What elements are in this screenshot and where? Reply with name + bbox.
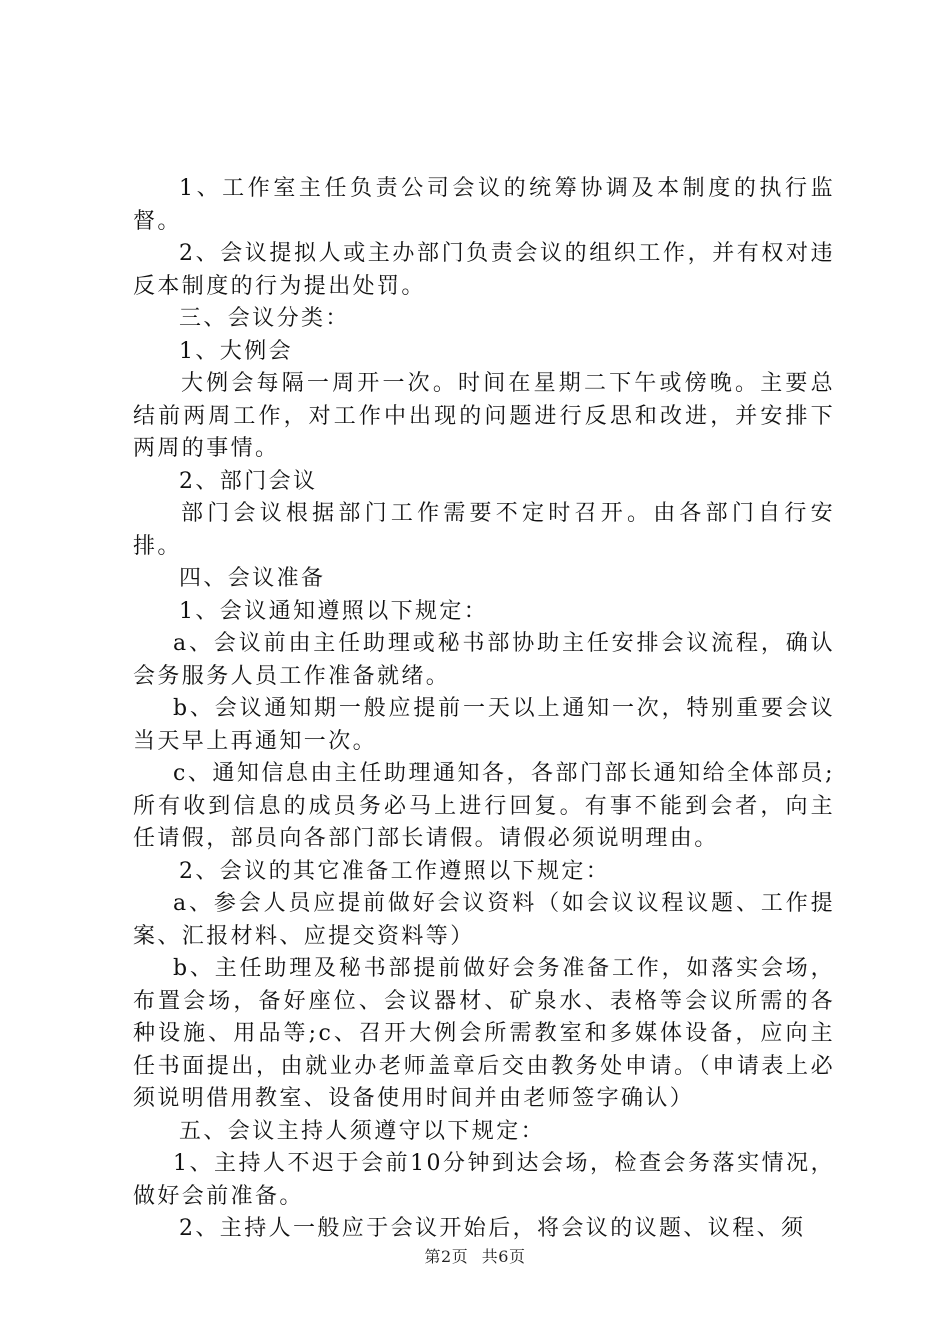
page-total: 共6页 bbox=[481, 1247, 526, 1266]
section-heading: 五、会议主持人须遵守以下规定： bbox=[179, 1118, 546, 1144]
paragraph: c、通知信息由主任助理通知各，各部门部长通知给全体部员;所有收到信息的成员务必马上进行回复。有事不能到会者，向主任请假，部员向各部门部长请假。请假必须说明理由。 bbox=[133, 761, 835, 851]
paragraph: a、会议前由主任助理或秘书部协助主任安排会议流程，确认会务服务人员工作准备就绪。 bbox=[133, 631, 835, 689]
paragraph: 2、主持人一般应于会议开始后，将会议的议题、议程、须 bbox=[179, 1216, 806, 1241]
paragraph: 2、会议提拟人或主办部门负责会议的组织工作，并有权对违反本制度的行为提出处罚。 bbox=[133, 241, 835, 299]
paragraph: 大例会每隔一周开一次。时间在星期二下午或傍晚。主要总结前两周工作，对工作中出现的问题进行反思和改进，并安排下两周的事情。 bbox=[133, 371, 835, 461]
subsection-heading: 2、部门会议 bbox=[179, 468, 318, 494]
paragraph: 部门会议根据部门工作需要不定时召开。由各部门自行安排。 bbox=[133, 501, 835, 559]
paragraph: 1、主持人不迟于会前10分钟到达会场，检查会务落实情况，做好会前准备。 bbox=[133, 1151, 835, 1209]
document-body bbox=[133, 173, 835, 1246]
subsection-heading: 1、会议通知遵照以下规定： bbox=[179, 598, 489, 624]
paragraph: a、参会人员应提前做好会议资料（如会议议程议题、工作提案、汇报材料、应提交资料等） bbox=[133, 891, 835, 949]
paragraph: b、主任助理及秘书部提前做好会务准备工作，如落实会场，布置会场，备好座位、会议器材、矿泉水、表格等会议所需的各种设施、用品等;c、召开大例会所需教室和多媒体设备，应向主任书面提出，由就业办老师盖章后交由教务处申请。（申请表上必须说明借用教室、设备使用时间并由老师签字确认） bbox=[133, 956, 835, 1111]
subsection-heading: 2、会议的其它准备工作遵照以下规定： bbox=[179, 858, 611, 884]
page-number: 第2页 bbox=[424, 1247, 469, 1266]
section-heading: 四、会议准备 bbox=[179, 566, 326, 591]
paragraph: 1、工作室主任负责公司会议的统筹协调及本制度的执行监督。 bbox=[133, 176, 835, 234]
subsection-heading: 1、大例会 bbox=[179, 338, 293, 364]
paragraph: b、会议通知期一般应提前一天以上通知一次，特别重要会议当天早上再通知一次。 bbox=[133, 696, 835, 754]
page-footer bbox=[0, 1244, 950, 1267]
section-heading: 三、会议分类： bbox=[179, 306, 350, 331]
